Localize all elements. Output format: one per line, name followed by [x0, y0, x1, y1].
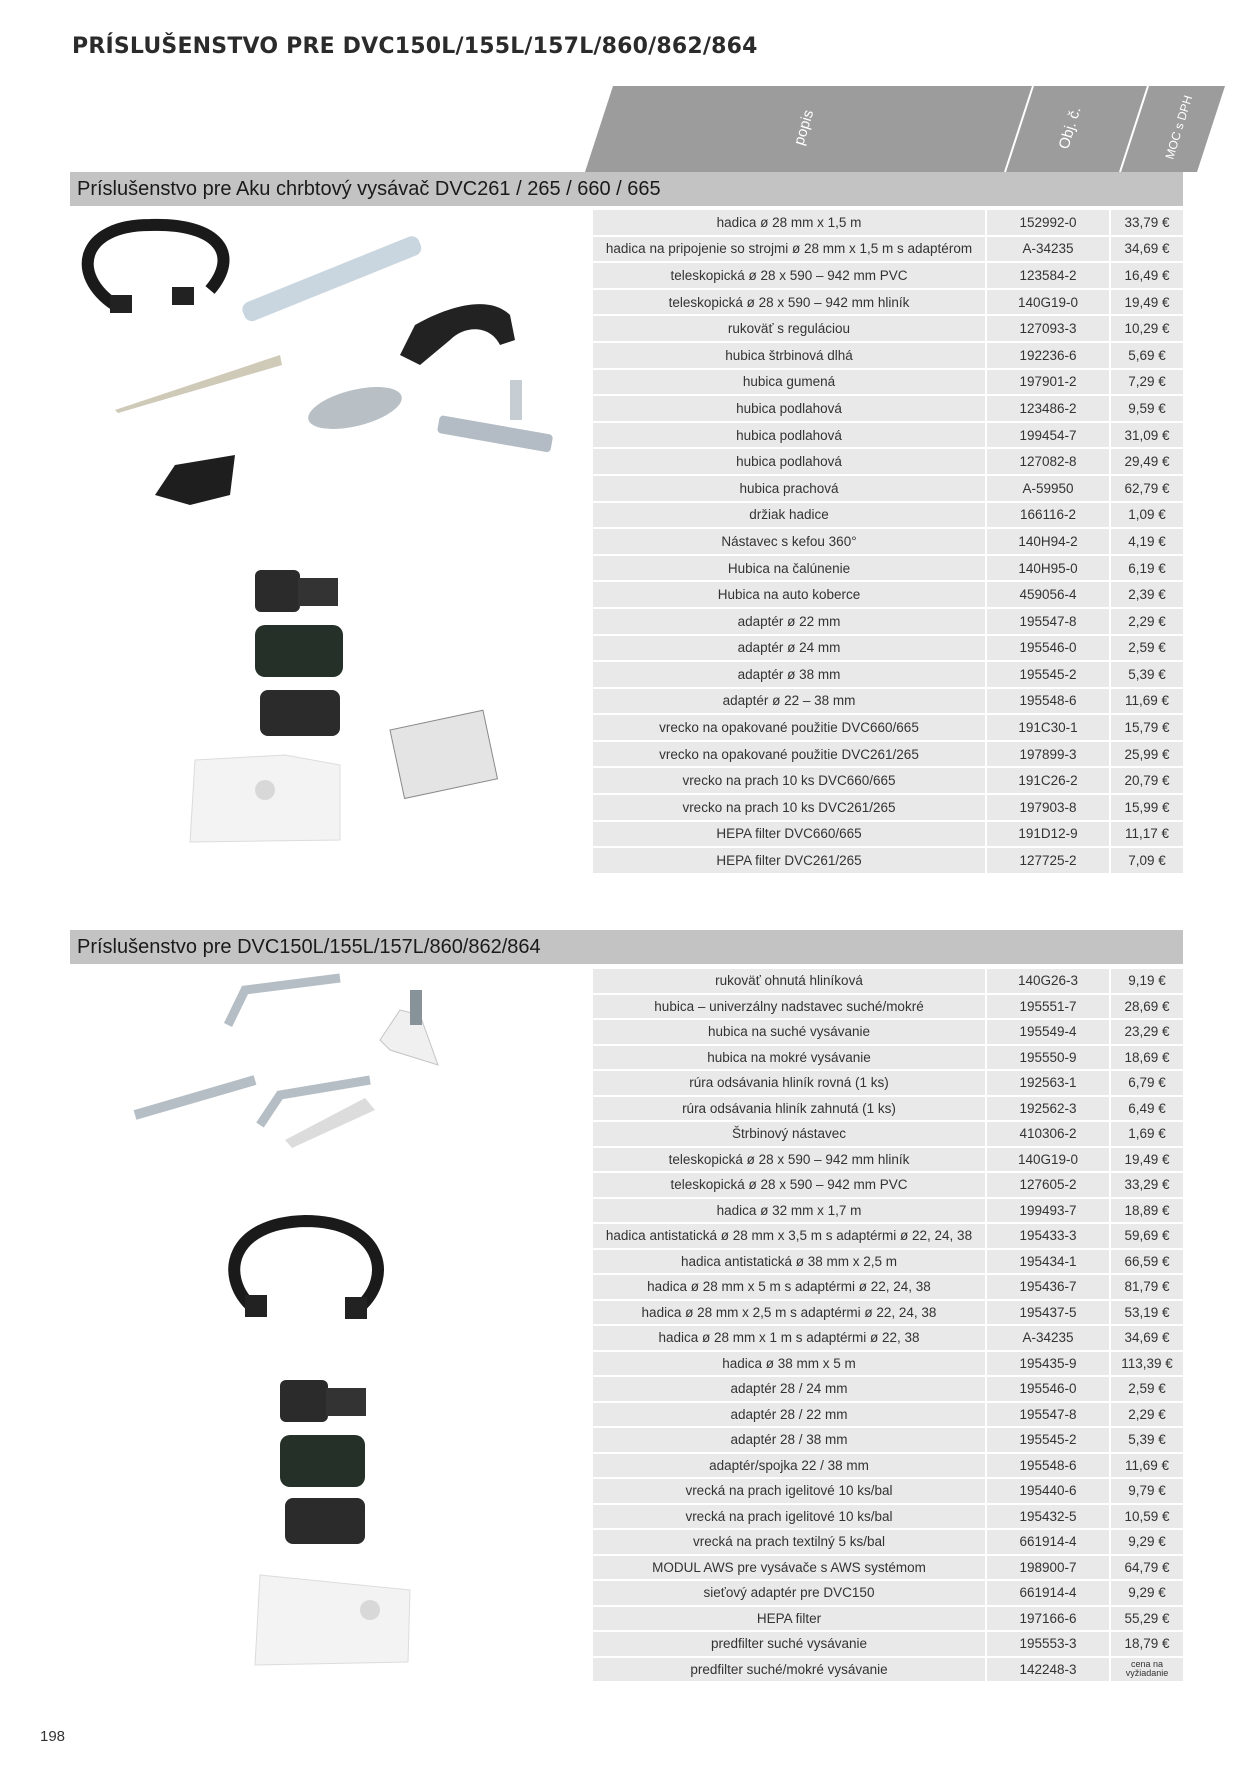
item-description: hubica na mokré vysávanie [593, 1046, 985, 1072]
section-title-backpack: Príslušenstvo pre Aku chrbtový vysávač DVC261 / 265 / 660 / 665 [70, 172, 1183, 206]
straight-tube-image [135, 1080, 255, 1115]
item-price: 113,39 € [1111, 1352, 1183, 1378]
table-row [593, 1326, 1183, 1352]
item-code: A-34235 [987, 1326, 1109, 1352]
item-code: 140H95-0 [987, 556, 1109, 583]
item-code: 195432-5 [987, 1505, 1109, 1531]
item-description: hubica podlahová [593, 449, 985, 476]
bent-tube-image [228, 978, 340, 1025]
item-description: hadica na pripojenie so strojmi ø 28 mm x 1,5 m s adaptérom [593, 237, 985, 264]
table-row [593, 449, 1183, 476]
item-price: 33,29 € [1111, 1173, 1183, 1199]
item-price: 9,59 € [1111, 396, 1183, 423]
item-description: adaptér ø 38 mm [593, 662, 985, 689]
item-code: 195548-6 [987, 689, 1109, 716]
table-row [593, 1173, 1183, 1199]
item-price: 9,79 € [1111, 1479, 1183, 1505]
adapter-image [255, 570, 300, 612]
item-price: 15,79 € [1111, 715, 1183, 742]
item-price: 1,69 € [1111, 1122, 1183, 1148]
item-description: adaptér 28 / 24 mm [593, 1377, 985, 1403]
item-price: 1,09 € [1111, 503, 1183, 530]
item-price: 2,39 € [1111, 582, 1183, 609]
item-price: 10,59 € [1111, 1505, 1183, 1531]
item-price: 19,49 € [1111, 290, 1183, 317]
crevice-tool-image [285, 1098, 375, 1148]
table-row [593, 1275, 1183, 1301]
item-description: hadica ø 28 mm x 1,5 m [593, 210, 985, 237]
table-row [593, 556, 1183, 583]
header-code: Obj. č. [1055, 104, 1085, 152]
table-row [593, 1658, 1183, 1684]
item-price: 9,29 € [1111, 1530, 1183, 1556]
item-code: 197899-3 [987, 742, 1109, 769]
item-description: teleskopická ø 28 x 590 – 942 mm PVC [593, 1173, 985, 1199]
item-description: vrecko na prach 10 ks DVC261/265 [593, 795, 985, 822]
table-row [593, 995, 1183, 1021]
table-row [593, 1632, 1183, 1658]
accessory-table-backpack [593, 210, 1183, 875]
adapters-illustration-1 [170, 570, 530, 850]
accessories-illustration-2 [120, 970, 500, 1170]
item-price: 2,59 € [1111, 636, 1183, 663]
table-row [593, 1224, 1183, 1250]
item-price: 81,79 € [1111, 1275, 1183, 1301]
hose-holder-image [155, 455, 235, 505]
table-row [593, 969, 1183, 995]
table-row [593, 370, 1183, 397]
accessory-table-dvc150 [593, 969, 1183, 1683]
item-description: vrecká na prach textilný 5 ks/bal [593, 1530, 985, 1556]
handle-image [400, 304, 515, 365]
item-price: 6,19 € [1111, 556, 1183, 583]
item-description: hubica gumená [593, 370, 985, 397]
item-description: predfilter suché/mokré vysávanie [593, 1658, 985, 1684]
item-price: 2,29 € [1111, 609, 1183, 636]
table-row [593, 1071, 1183, 1097]
item-description: HEPA filter DVC261/265 [593, 848, 985, 875]
item-price: 34,69 € [1111, 1326, 1183, 1352]
item-code: 195547-8 [987, 609, 1109, 636]
item-price: 2,29 € [1111, 1403, 1183, 1429]
item-code: 195545-2 [987, 662, 1109, 689]
table-row [593, 1199, 1183, 1225]
item-price: 31,09 € [1111, 423, 1183, 450]
item-price: 6,49 € [1111, 1097, 1183, 1123]
item-code: 661914-4 [987, 1581, 1109, 1607]
item-price: 11,69 € [1111, 689, 1183, 716]
item-code: 140H94-2 [987, 529, 1109, 556]
item-code: 191D12-9 [987, 822, 1109, 849]
table-row [593, 742, 1183, 769]
item-description: teleskopická ø 28 x 590 – 942 mm PVC [593, 263, 985, 290]
table-row [593, 582, 1183, 609]
item-description: teleskopická ø 28 x 590 – 942 mm hliník [593, 1148, 985, 1174]
table-row [593, 768, 1183, 795]
item-code: 192236-6 [987, 343, 1109, 370]
hose-image [88, 225, 224, 305]
item-code: 199454-7 [987, 423, 1109, 450]
item-code: 199493-7 [987, 1199, 1109, 1225]
item-price: 16,49 € [1111, 263, 1183, 290]
item-description: Štrbinový nástavec [593, 1122, 985, 1148]
item-description: hubica podlahová [593, 396, 985, 423]
item-description: HEPA filter [593, 1607, 985, 1633]
table-row [593, 1148, 1183, 1174]
table-row [593, 1377, 1183, 1403]
item-price: 7,09 € [1111, 848, 1183, 875]
item-price: 7,29 € [1111, 370, 1183, 397]
item-price: 15,99 € [1111, 795, 1183, 822]
textile-bag-image [255, 1575, 410, 1665]
item-price: 18,79 € [1111, 1632, 1183, 1658]
table-row [593, 662, 1183, 689]
table-row [593, 1352, 1183, 1378]
table-row [593, 290, 1183, 317]
item-code: 140G19-0 [987, 290, 1109, 317]
adapters-illustration-2 [250, 1380, 490, 1670]
table-row [593, 1403, 1183, 1429]
item-code: 123584-2 [987, 263, 1109, 290]
table-row [593, 1046, 1183, 1072]
item-code: 195545-2 [987, 1428, 1109, 1454]
table-row [593, 1530, 1183, 1556]
hose-illustration-2 [220, 1215, 400, 1325]
item-description: hadica ø 28 mm x 2,5 m s adaptérmi ø 22, 24, 38 [593, 1301, 985, 1327]
item-price: cena na vyžiadanie [1111, 1658, 1183, 1684]
table-row [593, 503, 1183, 530]
item-description: vrecká na prach igelitové 10 ks/bal [593, 1479, 985, 1505]
item-description: adaptér ø 22 mm [593, 609, 985, 636]
rubber-nozzle-image [304, 379, 406, 437]
item-code: 459056-4 [987, 582, 1109, 609]
item-description: hadica ø 38 mm x 5 m [593, 1352, 985, 1378]
item-description: vrecko na opakované použitie DVC660/665 [593, 715, 985, 742]
item-description: adaptér ø 22 – 38 mm [593, 689, 985, 716]
item-description: hubica na suché vysávanie [593, 1020, 985, 1046]
item-price: 64,79 € [1111, 1556, 1183, 1582]
item-code: 195547-8 [987, 1403, 1109, 1429]
item-price: 9,19 € [1111, 969, 1183, 995]
item-description: adaptér/spojka 22 / 38 mm [593, 1454, 985, 1480]
item-description: adaptér 28 / 22 mm [593, 1403, 985, 1429]
item-price: 18,89 € [1111, 1199, 1183, 1225]
section-title-dvc150: Príslušenstvo pre DVC150L/155L/157L/860/862/864 [70, 930, 1183, 964]
item-code: 191C30-1 [987, 715, 1109, 742]
item-description: rúra odsávania hliník zahnutá (1 ks) [593, 1097, 985, 1123]
table-row [593, 1020, 1183, 1046]
item-price: 23,29 € [1111, 1020, 1183, 1046]
item-code: 197903-8 [987, 795, 1109, 822]
item-code: 195434-1 [987, 1250, 1109, 1276]
accessories-illustration-1 [70, 215, 570, 515]
item-code: 123486-2 [987, 396, 1109, 423]
item-description: HEPA filter DVC660/665 [593, 822, 985, 849]
item-price: 29,49 € [1111, 449, 1183, 476]
table-row [593, 237, 1183, 264]
wet-dry-nozzle-image [380, 1010, 438, 1065]
item-price: 62,79 € [1111, 476, 1183, 503]
table-row [593, 1428, 1183, 1454]
item-code: 142248-3 [987, 1658, 1109, 1684]
table-row [593, 1556, 1183, 1582]
item-description: držiak hadice [593, 503, 985, 530]
item-price: 5,69 € [1111, 343, 1183, 370]
item-price: 25,99 € [1111, 742, 1183, 769]
item-description: hubica prachová [593, 476, 985, 503]
item-code: 192563-1 [987, 1071, 1109, 1097]
item-description: vrecká na prach igelitové 10 ks/bal [593, 1505, 985, 1531]
item-code: 140G26-3 [987, 969, 1109, 995]
item-code: A-59950 [987, 476, 1109, 503]
item-description: sieťový adaptér pre DVC150 [593, 1581, 985, 1607]
item-description: hubica – univerzálny nadstavec suché/mokré [593, 995, 985, 1021]
table-row [593, 1581, 1183, 1607]
item-price: 59,69 € [1111, 1224, 1183, 1250]
item-description: vrecko na opakované použitie DVC261/265 [593, 742, 985, 769]
item-code: 195551-7 [987, 995, 1109, 1021]
table-row [593, 1479, 1183, 1505]
table-row [593, 609, 1183, 636]
table-row [593, 689, 1183, 716]
item-price: 33,79 € [1111, 210, 1183, 237]
item-price: 6,79 € [1111, 1071, 1183, 1097]
item-description: rúra odsávania hliník rovná (1 ks) [593, 1071, 985, 1097]
item-code: 127605-2 [987, 1173, 1109, 1199]
item-description: hadica antistatická ø 38 mm x 2,5 m [593, 1250, 985, 1276]
table-row [593, 529, 1183, 556]
item-description: rukoväť ohnutá hliníková [593, 969, 985, 995]
item-price: 66,59 € [1111, 1250, 1183, 1276]
header-price: MOC s DPH [1162, 93, 1196, 161]
table-header [585, 86, 1225, 172]
item-code: 195546-0 [987, 636, 1109, 663]
item-price: 19,49 € [1111, 1148, 1183, 1174]
item-price: 2,59 € [1111, 1377, 1183, 1403]
item-code: 410306-2 [987, 1122, 1109, 1148]
item-code: 198900-7 [987, 1556, 1109, 1582]
item-price: 20,79 € [1111, 768, 1183, 795]
item-code: A-34235 [987, 237, 1109, 264]
item-description: MODUL AWS pre vysávače s AWS systémom [593, 1556, 985, 1582]
table-row [593, 1122, 1183, 1148]
table-row [593, 396, 1183, 423]
item-description: hadica ø 32 mm x 1,7 m [593, 1199, 985, 1225]
item-code: 195436-7 [987, 1275, 1109, 1301]
adapter-image-2 [280, 1380, 328, 1422]
item-price: 28,69 € [1111, 995, 1183, 1021]
item-code: 195549-4 [987, 1020, 1109, 1046]
table-row [593, 423, 1183, 450]
item-price: 55,29 € [1111, 1607, 1183, 1633]
table-row [593, 1454, 1183, 1480]
table-row [593, 343, 1183, 370]
item-description: vrecko na prach 10 ks DVC660/665 [593, 768, 985, 795]
item-description: hadica ø 28 mm x 1 m s adaptérmi ø 22, 38 [593, 1326, 985, 1352]
item-code: 166116-2 [987, 503, 1109, 530]
crevice-nozzle-image [115, 355, 282, 413]
table-row [593, 476, 1183, 503]
hepa-filter-image [390, 710, 497, 798]
telescopic-tube-image [240, 234, 424, 324]
item-price: 11,69 € [1111, 1454, 1183, 1480]
item-code: 195546-0 [987, 1377, 1109, 1403]
table-row [593, 822, 1183, 849]
item-price: 18,69 € [1111, 1046, 1183, 1072]
item-description: adaptér 28 / 38 mm [593, 1428, 985, 1454]
table-row [593, 263, 1183, 290]
item-description: teleskopická ø 28 x 590 – 942 mm hliník [593, 290, 985, 317]
item-code: 195550-9 [987, 1046, 1109, 1072]
header-description: popis [790, 107, 818, 148]
table-row [593, 636, 1183, 663]
item-code: 192562-3 [987, 1097, 1109, 1123]
item-price: 34,69 € [1111, 237, 1183, 264]
item-code: 127082-8 [987, 449, 1109, 476]
item-price: 11,17 € [1111, 822, 1183, 849]
item-code: 195435-9 [987, 1352, 1109, 1378]
item-code: 191C26-2 [987, 768, 1109, 795]
table-row [593, 795, 1183, 822]
hose-image-2 [234, 1221, 378, 1307]
item-code: 195437-5 [987, 1301, 1109, 1327]
item-description: rukoväť s reguláciou [593, 316, 985, 343]
item-description: predfilter suché vysávanie [593, 1632, 985, 1658]
item-description: hubica podlahová [593, 423, 985, 450]
item-code: 195553-3 [987, 1632, 1109, 1658]
table-row [593, 1301, 1183, 1327]
item-code: 127093-3 [987, 316, 1109, 343]
item-description: Hubica na čalúnenie [593, 556, 985, 583]
item-code: 195433-3 [987, 1224, 1109, 1250]
item-price: 53,19 € [1111, 1301, 1183, 1327]
item-description: adaptér ø 24 mm [593, 636, 985, 663]
item-description: hadica antistatická ø 28 mm x 3,5 m s adaptérmi ø 22, 24, 38 [593, 1224, 985, 1250]
item-description: Nástavec s kefou 360° [593, 529, 985, 556]
item-code: 197901-2 [987, 370, 1109, 397]
table-row [593, 316, 1183, 343]
item-description: hubica štrbinová dlhá [593, 343, 985, 370]
item-description: hadica ø 28 mm x 5 m s adaptérmi ø 22, 24, 38 [593, 1275, 985, 1301]
floor-nozzle-image [437, 415, 553, 453]
item-code: 661914-4 [987, 1530, 1109, 1556]
table-row [593, 1607, 1183, 1633]
item-code: 127725-2 [987, 848, 1109, 875]
item-code: 195440-6 [987, 1479, 1109, 1505]
table-row [593, 210, 1183, 237]
item-code: 197166-6 [987, 1607, 1109, 1633]
page-number: 198 [40, 1728, 66, 1745]
table-row [593, 715, 1183, 742]
item-code: 195548-6 [987, 1454, 1109, 1480]
item-price: 4,19 € [1111, 529, 1183, 556]
page-title: PRÍSLUŠENSTVO PRE DVC150L/155L/157L/860/862/864 [72, 34, 758, 59]
table-row [593, 1250, 1183, 1276]
item-description: Hubica na auto koberce [593, 582, 985, 609]
table-row [593, 1097, 1183, 1123]
item-price: 5,39 € [1111, 1428, 1183, 1454]
item-code: 152992-0 [987, 210, 1109, 237]
table-row [593, 848, 1183, 875]
item-price: 9,29 € [1111, 1581, 1183, 1607]
item-price: 10,29 € [1111, 316, 1183, 343]
item-code: 140G19-0 [987, 1148, 1109, 1174]
table-row [593, 1505, 1183, 1531]
header-band-shape [585, 86, 1225, 172]
item-price: 5,39 € [1111, 662, 1183, 689]
